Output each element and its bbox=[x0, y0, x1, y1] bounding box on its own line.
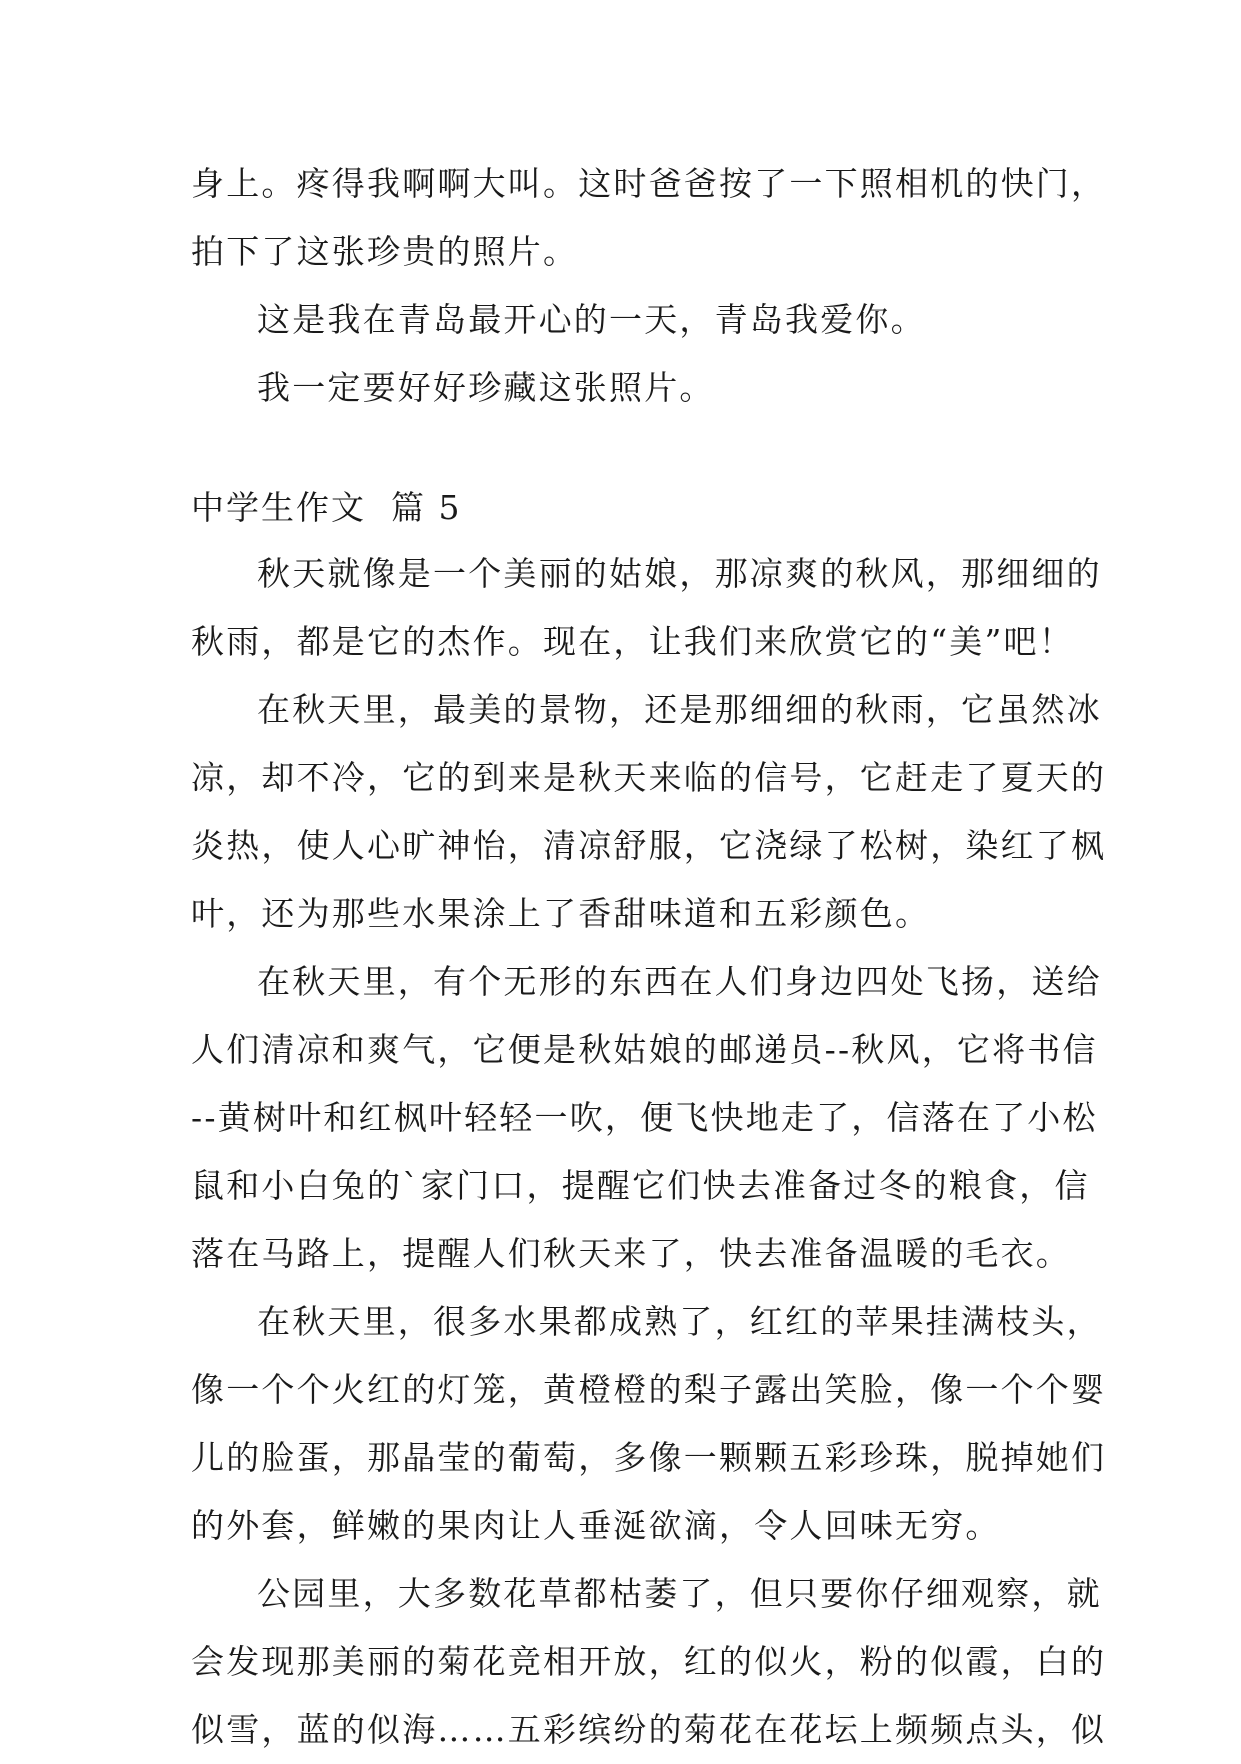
text-line: 会发现那美丽的菊花竞相开放，红的似火，粉的似霞，白的 bbox=[191, 1642, 1107, 1681]
text-line: 落在马路上，提醒人们秋天来了，快去准备温暖的毛衣。 bbox=[191, 1234, 1071, 1273]
text-line: 在秋天里，有个无形的东西在人们身边四处飞扬，送给 bbox=[257, 962, 1102, 1001]
text-line: 秋天就像是一个美丽的姑娘，那凉爽的秋风，那细细的 bbox=[257, 554, 1102, 593]
text-line: 在秋天里，最美的景物，还是那细细的秋雨，它虽然冰 bbox=[257, 690, 1102, 729]
text-line: 身上。疼得我啊啊大叫。这时爸爸按了一下照相机的快门， bbox=[191, 164, 1107, 203]
text-line: --黄树叶和红枫叶轻轻一吹，便飞快地走了，信落在了小松 bbox=[191, 1098, 1098, 1137]
text-line: 叶，还为那些水果涂上了香甜味道和五彩颜色。 bbox=[191, 894, 931, 933]
text-line: 似雪，蓝的似海……五彩缤纷的菊花在花坛上频频点头，似 bbox=[191, 1710, 1107, 1749]
text-line: 人们清凉和爽气，它便是秋姑娘的邮递员--秋风，它将书信 bbox=[191, 1030, 1098, 1069]
text-line: 在秋天里，很多水果都成熟了，红红的苹果挂满枝头， bbox=[257, 1302, 1102, 1341]
text-line: 的外套，鲜嫩的果肉让人垂涎欲滴，令人回味无穷。 bbox=[191, 1506, 1001, 1545]
text-line: 像一个个火红的灯笼，黄橙橙的梨子露出笑脸，像一个个婴 bbox=[191, 1370, 1107, 1409]
paragraph: 这是我在青岛最开心的一天，青岛我爱你。 bbox=[257, 300, 926, 339]
text-line: 鼠和小白兔的`家门口，提醒它们快去准备过冬的粮食，信 bbox=[191, 1166, 1090, 1205]
text-line: 凉，却不冷，它的到来是秋天来临的信号，它赶走了夏天的 bbox=[191, 758, 1107, 797]
text-line: 炎热，使人心旷神怡，清凉舒服，它浇绿了松树，染红了枫 bbox=[191, 826, 1107, 865]
text-line: 秋雨，都是它的杰作。现在，让我们来欣赏它的“美”吧！ bbox=[191, 622, 1074, 661]
document-page bbox=[191, 150, 1107, 1764]
text-line: 公园里，大多数花草都枯萎了，但只要你仔细观察，就 bbox=[257, 1574, 1102, 1613]
text-line: 拍下了这张珍贵的照片。 bbox=[191, 232, 579, 271]
section-gap bbox=[191, 422, 1061, 476]
section-heading: 中学生作文 篇 5 bbox=[191, 488, 462, 527]
paragraph: 我一定要好好珍藏这张照片。 bbox=[257, 368, 715, 407]
text-line: 儿的脸蛋，那晶莹的葡萄，多像一颗颗五彩珍珠，脱掉她们 bbox=[191, 1438, 1107, 1477]
